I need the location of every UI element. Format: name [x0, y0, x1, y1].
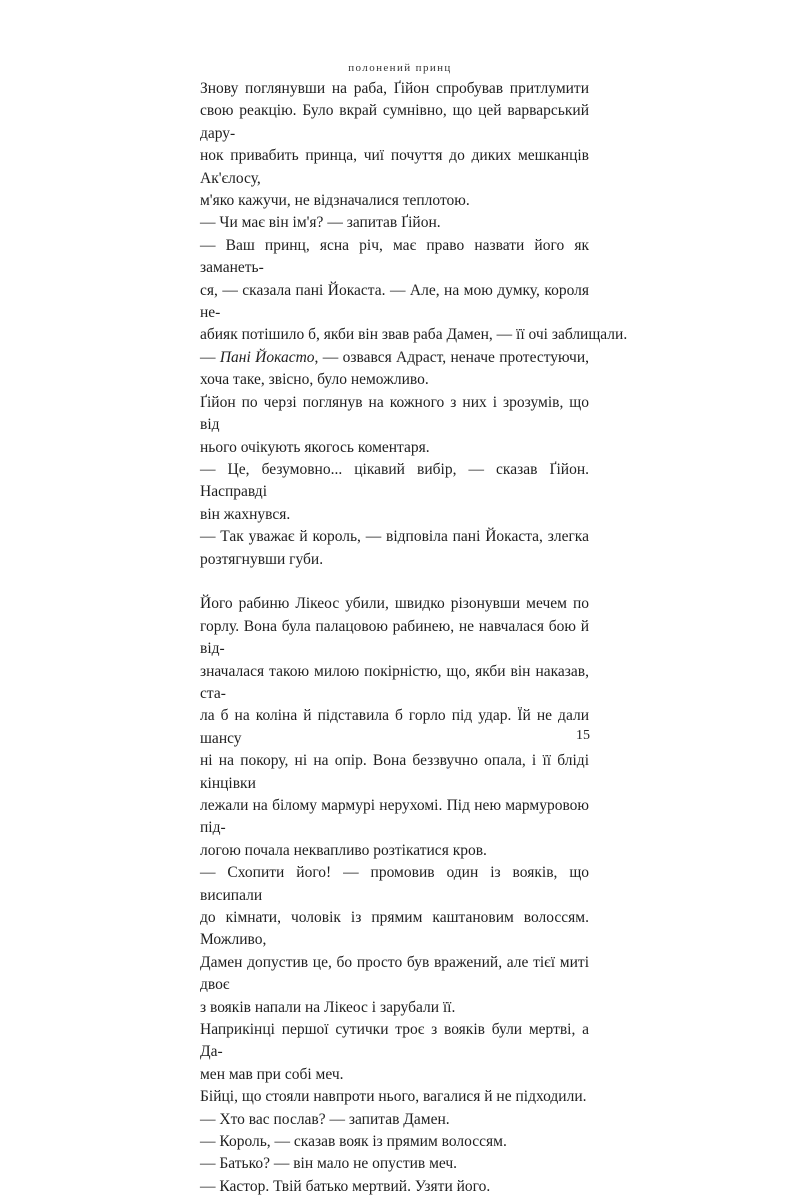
text-line: — Хто вас послав? — запитав Дамен. [200, 1110, 450, 1128]
text-line: — Так уважає й король, — відповіла пані Йокаста, злегка [200, 528, 589, 546]
paragraph [200, 1131, 589, 1153]
text-line: ла б на коліна й підставила б горло під удар. Їй не дали шансу [200, 707, 589, 747]
paragraph [200, 1109, 589, 1131]
text-line: нього очікують якогось коментаря. [200, 438, 430, 456]
text-line: — Батько? — він мало не опустив меч. [200, 1155, 458, 1173]
italic-name: Пані Йокасто [219, 348, 315, 366]
page-number: 15 [576, 728, 590, 743]
text-line: значалася такою милою покірністю, що, якби він наказав, ста- [200, 662, 589, 702]
text-line: — Чи має він ім'я? — запитав Ґійон. [200, 214, 441, 232]
text-line: — Король, — сказав вояк із прямим волоссям. [200, 1133, 507, 1151]
paragraph [200, 212, 589, 234]
text-line: Його рабиню Лікеос убили, швидко різонувши мечем по [200, 595, 589, 613]
text-line: — Ваш принц, ясна річ, має право назвати його як заманеть- [200, 236, 589, 277]
paragraph [200, 235, 628, 347]
paragraph [200, 1153, 589, 1175]
paragraph [200, 392, 589, 459]
text-line: Ґійон по черзі поглянув на кожного з них і зрозумів, що від [200, 393, 589, 434]
text-line: Наприкінці першої сутички троє з вояків були мертві, а Да- [200, 1021, 589, 1061]
running-head: полонений принц [348, 62, 452, 74]
text-line: Знову поглянувши на раба, Ґійон спробував притлумити [200, 80, 589, 97]
text-line: мен мав при собі меч. [200, 1065, 344, 1083]
body-text [200, 78, 628, 1198]
text-line: — Це, безумовно... цікавий вибір, — сказав Ґійон. Насправді [200, 460, 589, 501]
section-break [200, 571, 589, 593]
paragraph [200, 1019, 589, 1086]
paragraph [200, 1176, 589, 1198]
dash: — [200, 348, 220, 366]
text-line: горлу. Вона була палацовою рабинею, не навчалася бою й від- [200, 617, 589, 658]
paragraph [200, 593, 589, 862]
paragraph [200, 347, 589, 392]
paragraph [200, 862, 589, 1019]
text-line: ся, — сказала пані Йокаста. — Але, на мою думку, короля не- [200, 281, 589, 322]
text-line: до кімнати, чоловік із прямим каштановим волоссям. Можливо, [200, 909, 589, 949]
paragraph [200, 526, 589, 571]
paragraph [200, 459, 589, 526]
paragraph [200, 1086, 589, 1108]
text-line: хоча таке, звісно, було неможливо. [200, 371, 429, 389]
text-line: розтягнувши губи. [200, 550, 324, 568]
text-line [200, 347, 589, 369]
text-line: Дамен допустив це, бо просто був вражений, але тієї миті двоє [200, 953, 589, 994]
text-line: ні на покору, ні на опір. Вона беззвучно опала, і її бліді кінцівки [200, 752, 589, 792]
text-line: — Кастор. Твій батько мертвий. Узяти його. [200, 1177, 491, 1195]
text-line: лежали на білому мармурі нерухомі. Під нею мармуровою під- [200, 796, 589, 837]
text-line: логою почала неквапливо розтікатися кров. [200, 841, 487, 859]
text-line: м'яко кажучи, не відзначалися теплотою. [200, 192, 470, 210]
text-fragment: , — озвався Адраст, неначе протестуючи, [314, 348, 589, 366]
text-line: Бійці, що стояли навпроти нього, вагалися й не підходили. [200, 1088, 587, 1106]
text-line: — Схопити його! — промовив один із вояків, що висипали [200, 864, 589, 904]
text-line: абияк потішило б, якби він звав раба Дамен, — її очі заблищали. [200, 326, 628, 344]
text-line: з вояків напали на Лікеос і зарубали її. [200, 998, 456, 1016]
text-line: свою реакцію. Було вкрай сумнівно, що цей варварський дару- [200, 102, 589, 142]
text-line: нок привабить принца, чиї почуття до диких мешканців Ак'єлосу, [200, 147, 589, 187]
paragraph [200, 78, 589, 212]
text-line: він жахнувся. [200, 505, 291, 523]
